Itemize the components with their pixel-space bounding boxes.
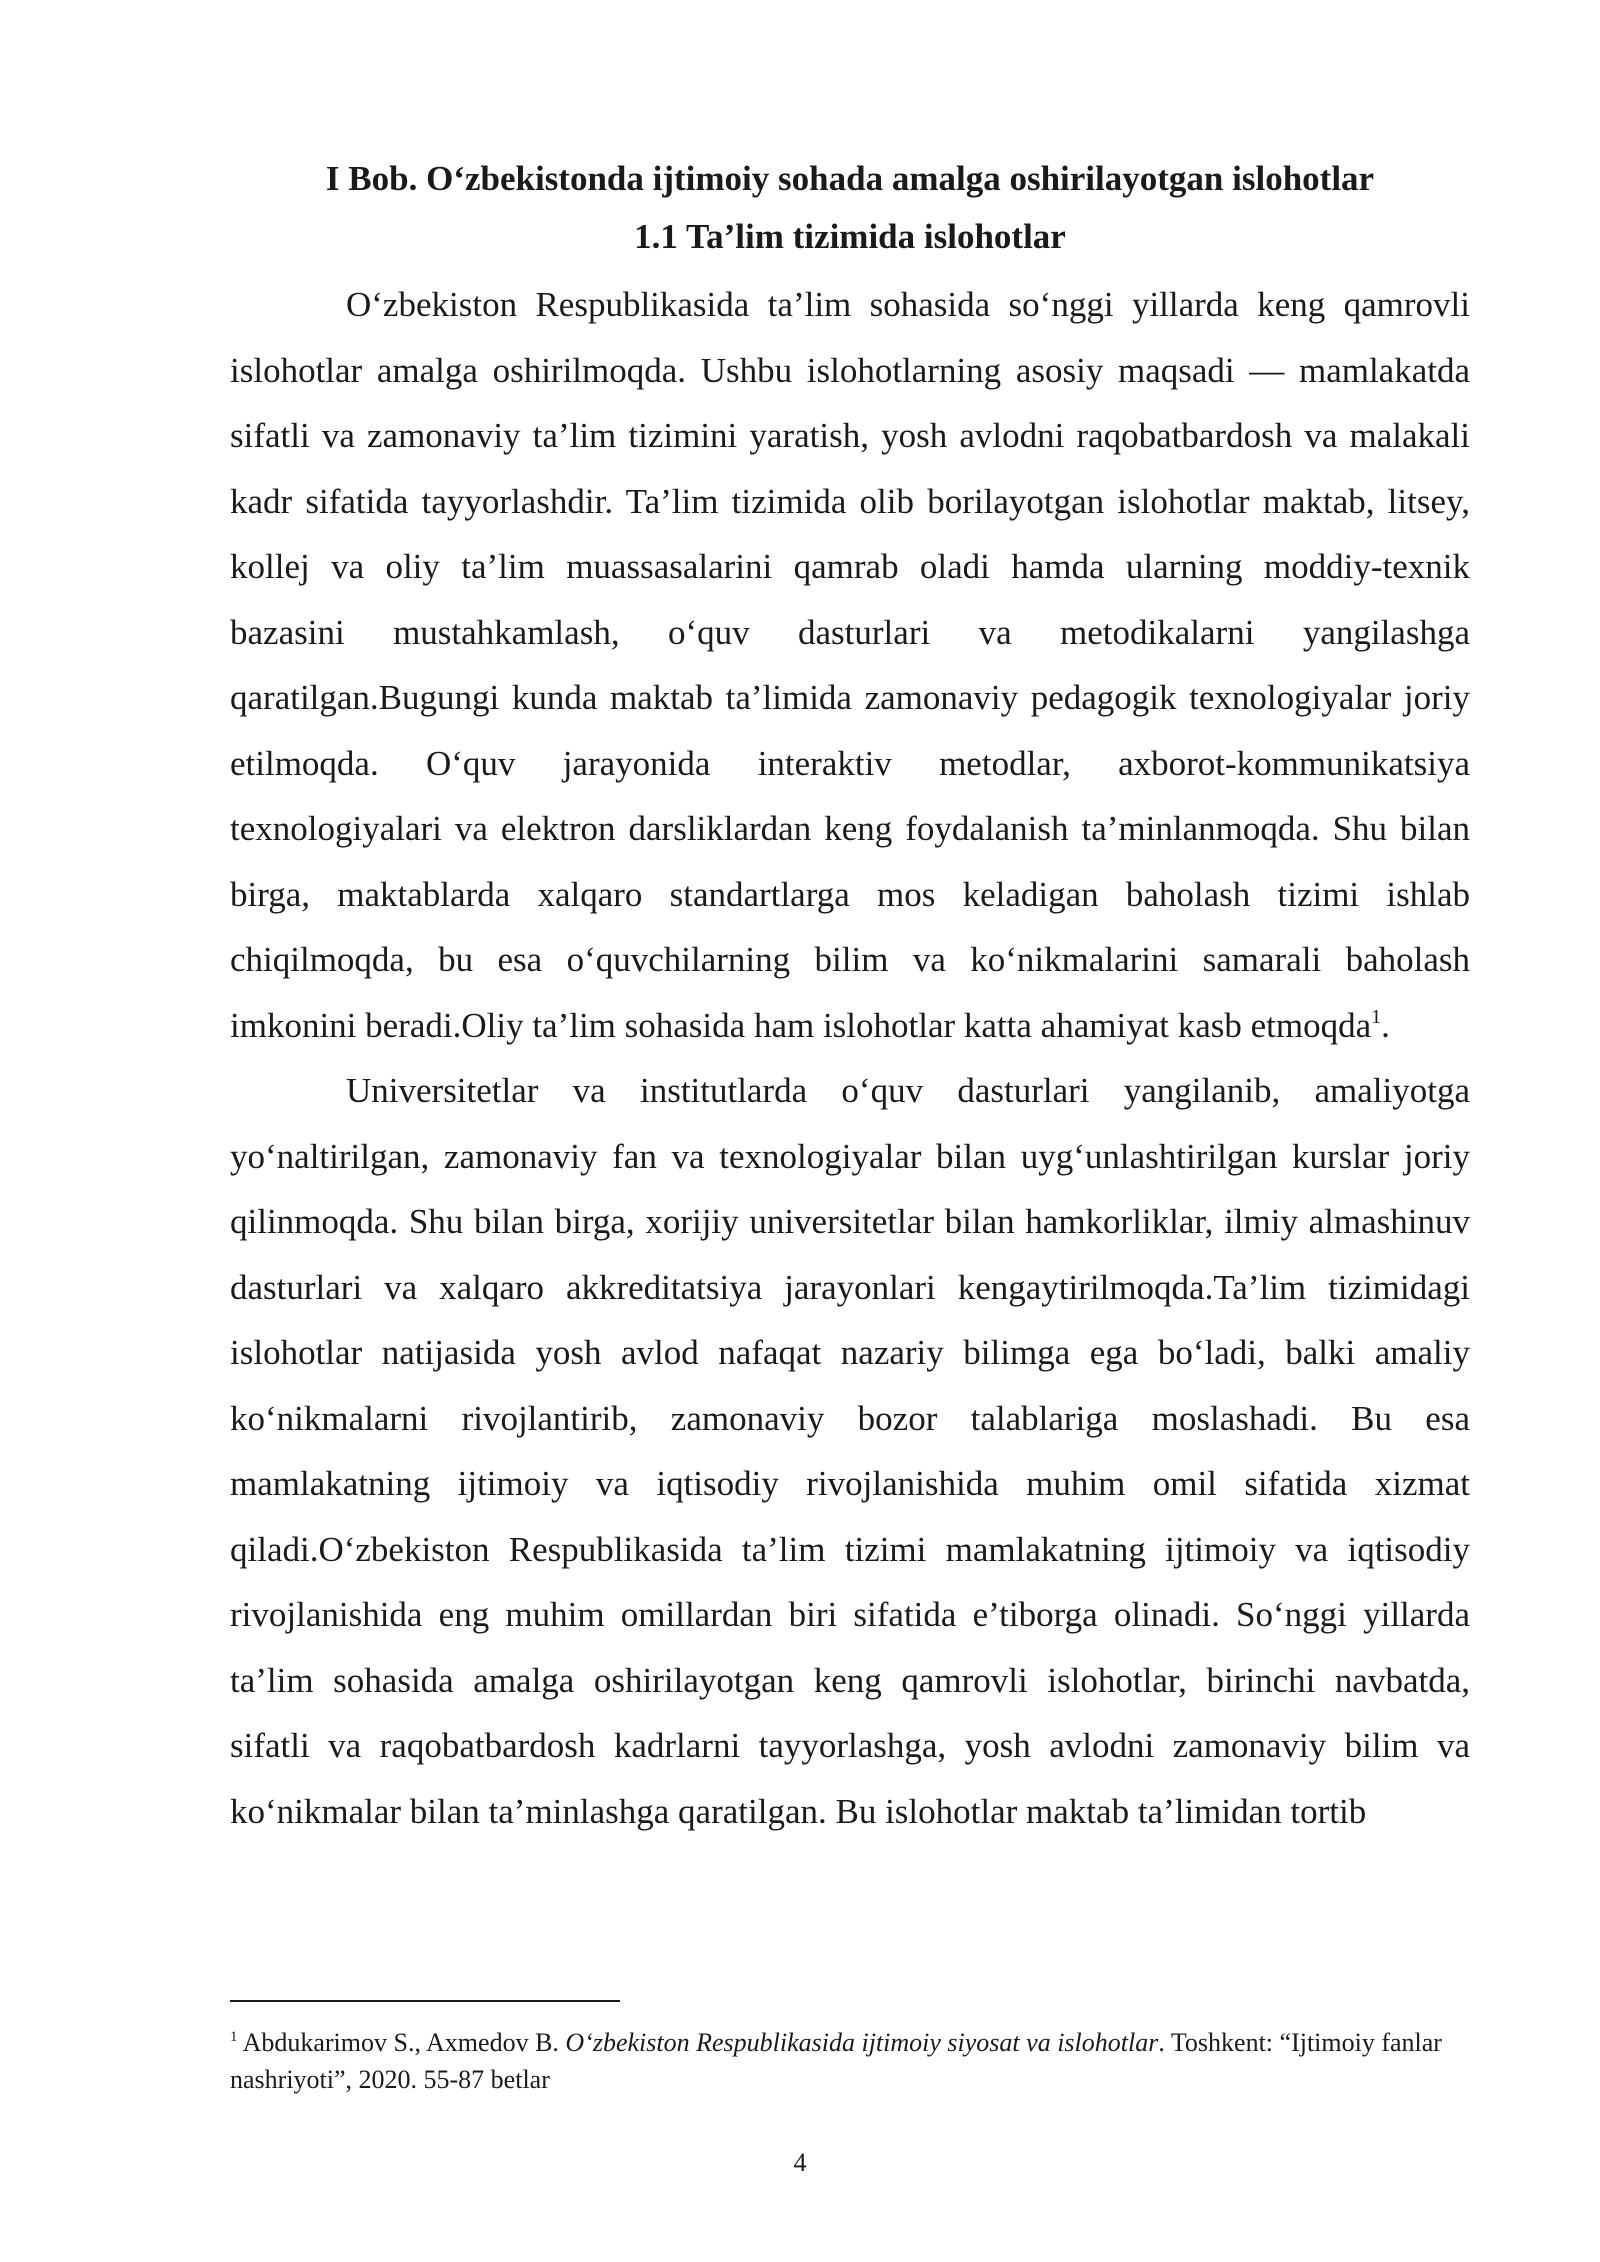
section-title: 1.1 Ta’lim tizimida islohotlar — [634, 217, 1066, 256]
page-number: 4 — [793, 2148, 807, 2177]
footnote-reference[interactable]: 1 — [1371, 1005, 1382, 1028]
page-body — [230, 150, 1470, 1844]
paragraph-1 — [230, 272, 1470, 1058]
footnote — [230, 2024, 1470, 2098]
paragraph-1-end: . — [1381, 1005, 1390, 1045]
paragraph-2: Universitetlar va institutlarda o‘quv dasturlari yangilanib, amaliyotga yo‘naltirilgan, zamonaviy fan va texnologiyalar bilan uyg‘unlashtirilgan kurslar joriy qilinmoqda. Shu bilan birga, xorijiy universitetlar bilan hamkorliklar, ilmiy almashinuv dasturlari va xalqaro akkreditatsiya jarayonlari kengaytirilmoqda.Ta’lim tizimidagi islohotlar natijasida yosh avlod nafaqat nazariy bilimga ega bo‘ladi, balki amaliy ko‘nikmalarni rivojlantirib, zamonaviy bozor talablariga moslashadi. Bu esa mamlakatning ijtimoiy va iqtisodiy rivojlanishida muhim omil sifatida xizmat qiladi.O‘zbekiston Respublikasida ta’lim tizimi mamlakatning ijtimoiy va iqtisodiy rivojlanishida eng muhim omillardan biri sifatida e’tiborga olinadi. So‘nggi yillarda ta’lim sohasida amalga oshirilayotgan keng qamrovli islohotlar, birinchi navbatda, sifatli va raqobatbardosh kadrlarni tayyorlashga, yosh avlodni zamonaviy bilim va ko‘nikmalar bilan ta’minlashga qaratilgan. Bu islohotlar maktab ta’limidan tortib — [230, 1071, 1470, 1831]
footnote-authors: Abdukarimov S., Axmedov B. — [242, 2028, 559, 2057]
paragraph-1-text: O‘zbekiston Respublikasida ta’lim sohasida so‘nggi yillarda keng qamrovli islohotlar amalga oshirilmoqda. Ushbu islohotlarning asosiy maqsadi — mamlakatda sifatli va zamonaviy ta’lim tizimini yaratish, yosh avlodni raqobatbardosh va malakali kadr sifatida tayyorlashdir. Ta’lim tizimida olib borilayotgan islohotlar maktab, litsey, kollej va oliy ta’lim muassasalarini qamrab oladi hamda ularning moddiy-texnik bazasini mustahkamlash, o‘quv dasturlari va metodikalarni yangilashga qaratilgan.Bugungi kunda maktab ta’limida zamonaviy pedagogik texnologiyalar joriy etilmoqda. O‘quv jarayonida interaktiv metodlar, axborot-kommunikatsiya texnologiyalari va elektron darsliklardan keng foydalanish ta’minlanmoqda. Shu bilan birga, maktablarda xalqaro standartlarga mos keladigan baholash tizimi ishlab chiqilmoqda, bu esa o‘quvchilarning bilim va ko‘nikmalarini samarali baholash imkonini beradi.Oliy ta’lim sohasida ham islohotlar katta ahamiyat kasb etmoqda — [230, 285, 1470, 1045]
footnote-publication: . Toshkent: “Ijtimoiy fanlar nashriyoti”, 2020. 55-87 betlar — [230, 2028, 1442, 2094]
footnote-separator — [230, 2000, 620, 2002]
chapter-title: I Bob. O‘zbekistonda ijtimoiy sohada amalga oshirilayotgan islohotlar — [325, 159, 1375, 198]
footnote-number: 1 — [230, 2029, 238, 2045]
footnote-title: O‘zbekiston Respublikasida ijtimoiy siyosat va islohotlar — [565, 2028, 1159, 2057]
